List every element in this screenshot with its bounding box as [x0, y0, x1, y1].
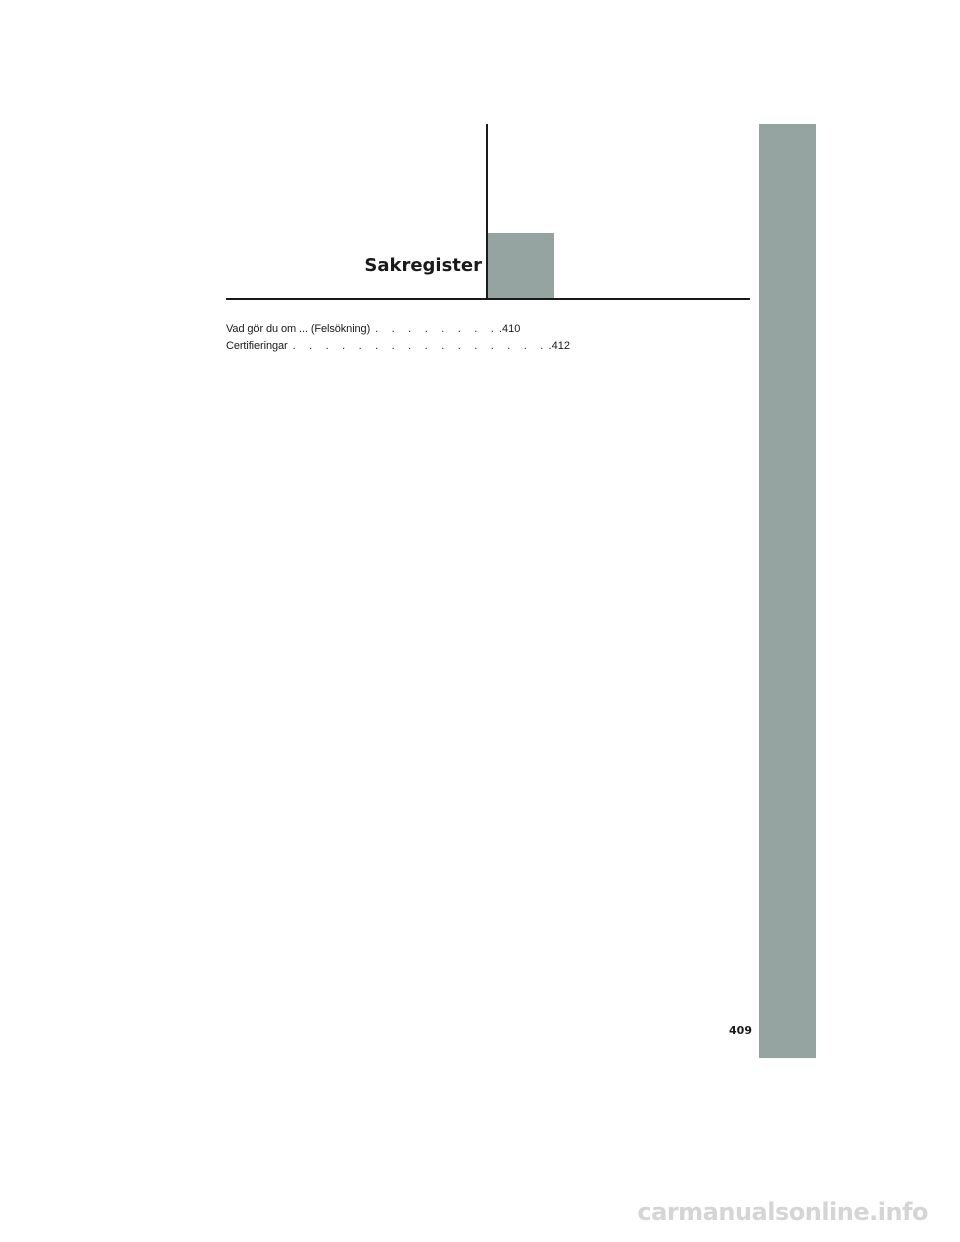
toc-entry-leader: . . . . . . . . — [375, 323, 499, 335]
page-number: 409 — [729, 1024, 752, 1037]
side-chapter-tab — [759, 124, 816, 1058]
toc-entry-page: .410 — [499, 323, 521, 335]
toc-entry[interactable] — [226, 321, 521, 338]
toc-entry[interactable] — [226, 338, 570, 355]
section-title: Sakregister — [364, 255, 482, 276]
table-of-contents — [226, 321, 570, 355]
toc-entry-page: .412 — [548, 340, 570, 352]
toc-entry-leader: . . . . . . . . . . . . . . . . — [292, 340, 549, 352]
watermark-text: carmanualsonline.info — [637, 1198, 928, 1226]
header-color-block — [488, 233, 554, 300]
header-horizontal-rule — [226, 298, 750, 300]
toc-entry-label: Certifieringar — [226, 340, 288, 352]
toc-entry-label: Vad gör du om ... (Felsökning) — [226, 323, 371, 335]
